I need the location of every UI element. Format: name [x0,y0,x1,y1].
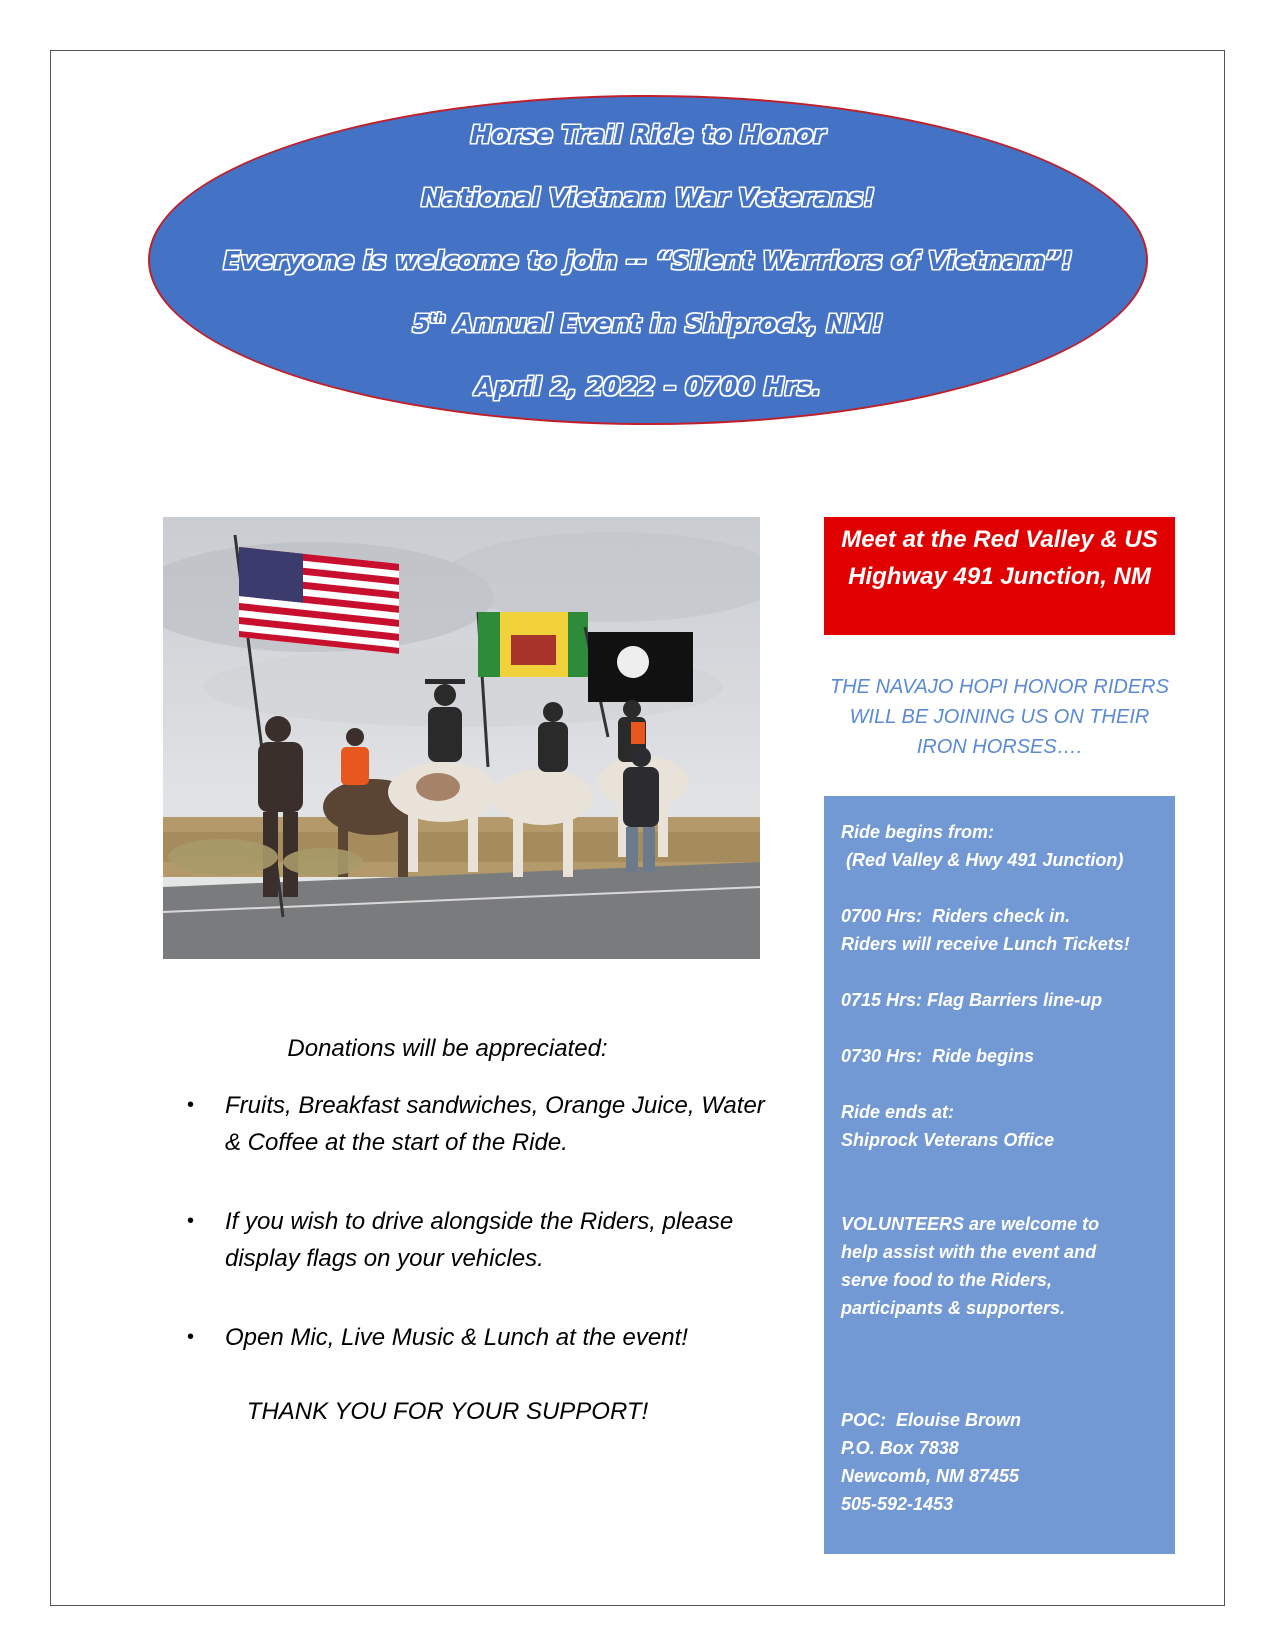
volunteers-line-4: participants & supporters. [841,1298,1066,1318]
poc-city: Newcomb, NM 87455 [841,1466,1020,1486]
ride-begins-place: (Red Valley & Hwy 491 Junction) [841,850,1124,870]
title-line-1: Horse Trail Ride to Honor [470,119,826,149]
volunteers-line-1: VOLUNTEERS are welcome to [841,1214,1100,1234]
donation-item-1: Fruits, Breakfast sandwiches, Orange Juice, Water & Coffee at the start of the Ride. [225,1092,765,1156]
bullet-icon: • [187,1210,195,1232]
ride-ends-place: Shiprock Veterans Office [841,1130,1055,1150]
volunteers-line-3: serve food to the Riders, [841,1270,1053,1290]
checkin-time: 0700 Hrs: Riders check in. [841,906,1071,926]
lineup-time: 0715 Hrs: Flag Barriers line-up [841,990,1103,1010]
title-line-4-num: 5 [412,308,430,338]
photo-illustration [163,517,760,959]
volunteers-line-2: help assist with the event and [841,1242,1097,1262]
bullet-icon: • [187,1094,195,1116]
title-line-4 [413,292,884,355]
horse-riders-with-flags-photo [163,517,760,959]
title-line-4-rest: Annual Event in Shiprock, NM! [445,308,884,338]
list-item [175,1203,780,1277]
donation-item-2: If you wish to drive alongside the Riders, please display flags on your vehicles. [225,1208,734,1272]
bullet-icon: • [187,1326,195,1348]
donations-section [175,1035,780,1426]
schedule-box [824,796,1175,1554]
title-line-4-sup: th [429,311,446,327]
list-item [175,1319,780,1356]
donations-list [175,1087,780,1356]
title-line-2: National Vietnam War Veterans! [421,182,875,212]
list-item [175,1087,780,1161]
title-banner [148,95,1148,425]
lunch-tickets-note: Riders will receive Lunch Tickets! [841,934,1130,954]
donation-item-3: Open Mic, Live Music & Lunch at the event! [225,1324,688,1351]
meeting-location-box: Meet at the Red Valley & US Highway 491 Junction, NM [824,517,1175,635]
ride-begins-label: Ride begins from: [841,822,995,842]
title-line-5: April 2, 2022 – 0700 Hrs. [474,371,822,401]
thank-you-text: THANK YOU FOR YOUR SUPPORT! [246,1398,649,1425]
poc-box: P.O. Box 7838 [841,1438,959,1458]
ride-begins-time: 0730 Hrs: Ride begins [841,1046,1035,1066]
poc-name: POC: Elouise Brown [841,1410,1022,1430]
ride-ends-label: Ride ends at: [841,1102,955,1122]
navajo-hopi-notice: THE NAVAJO HOPI HONOR RIDERS WILL BE JOINING US ON THEIR IRON HORSES…. [830,676,1169,758]
poc-phone: 505-592-1453 [841,1494,954,1514]
donations-title: Donations will be appreciated: [287,1035,608,1062]
title-line-3: Everyone is welcome to join -- “Silent Warriors of Vietnam”! [223,245,1073,275]
